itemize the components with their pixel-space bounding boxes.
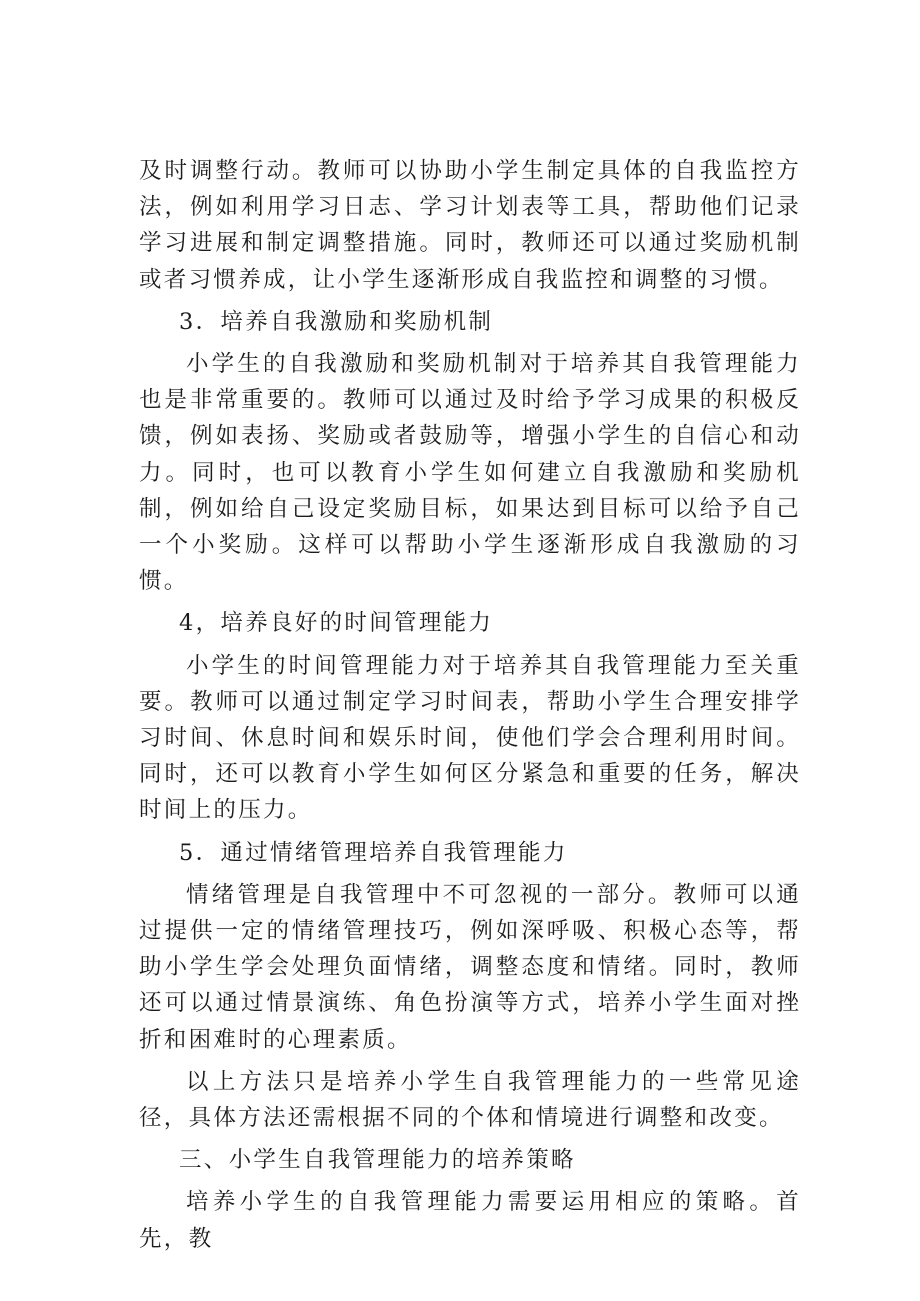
section-heading-4: 4，培养良好的时间管理能力 bbox=[179, 610, 494, 637]
chapter-heading-three: 三、小学生自我管理能力的培养策略 bbox=[179, 1147, 576, 1174]
paragraph-time-management: 小学生的时间管理能力对于培养其自我管理能力至关重要。教师可以通过制定学习时间表，帮助小学生合理安排学习时间、休息时间和娱乐时间，使他们学会合理利用时间。同时，还可以教育小学生如何区分紧急和重要的任务，解决时间上的压力。 bbox=[139, 652, 801, 824]
section-heading-3: 3．培养自我激励和奖励机制 bbox=[179, 308, 494, 335]
paragraph-strategy-intro: 培养小学生的自我管理能力需要运用相应的策略。首先，教 bbox=[139, 1189, 801, 1252]
document-body bbox=[139, 153, 801, 1263]
paragraph-summary: 以上方法只是培养小学生自我管理能力的一些常见途径，具体方法还需根据不同的个体和情境进行调整和改变。 bbox=[139, 1068, 801, 1132]
paragraph-self-motivation: 小学生的自我激励和奖励机制对于培养其自我管理能力也是非常重要的。教师可以通过及时给予学习成果的积极反馈，例如表扬、奖励或者鼓励等，增强小学生的自信心和动力。同时，也可以教育小学生如何建立自我激励和奖励机制，例如给自己设定奖励目标，如果达到目标可以给予自己一个小奖励。这样可以帮助小学生逐渐形成自我激励的习惯。 bbox=[139, 351, 801, 595]
section-heading-5: 5．通过情绪管理培养自我管理能力 bbox=[179, 839, 568, 866]
paragraph-continuation: 及时调整行动。教师可以协助小学生制定具体的自我监控方法，例如利用学习日志、学习计划表等工具，帮助他们记录学习进展和制定调整措施。同时，教师还可以通过奖励机制或者习惯养成，让小学生逐渐形成自我监控和调整的习惯。 bbox=[139, 158, 801, 293]
paragraph-emotion-management: 情绪管理是自我管理中不可忽视的一部分。教师可以通过提供一定的情绪管理技巧，例如深呼吸、积极心态等，帮助小学生学会处理负面情绪，调整态度和情绪。同时，教师还可以通过情景演练、角色扮演等方式，培养小学生面对挫折和困难时的心理素质。 bbox=[139, 881, 801, 1053]
